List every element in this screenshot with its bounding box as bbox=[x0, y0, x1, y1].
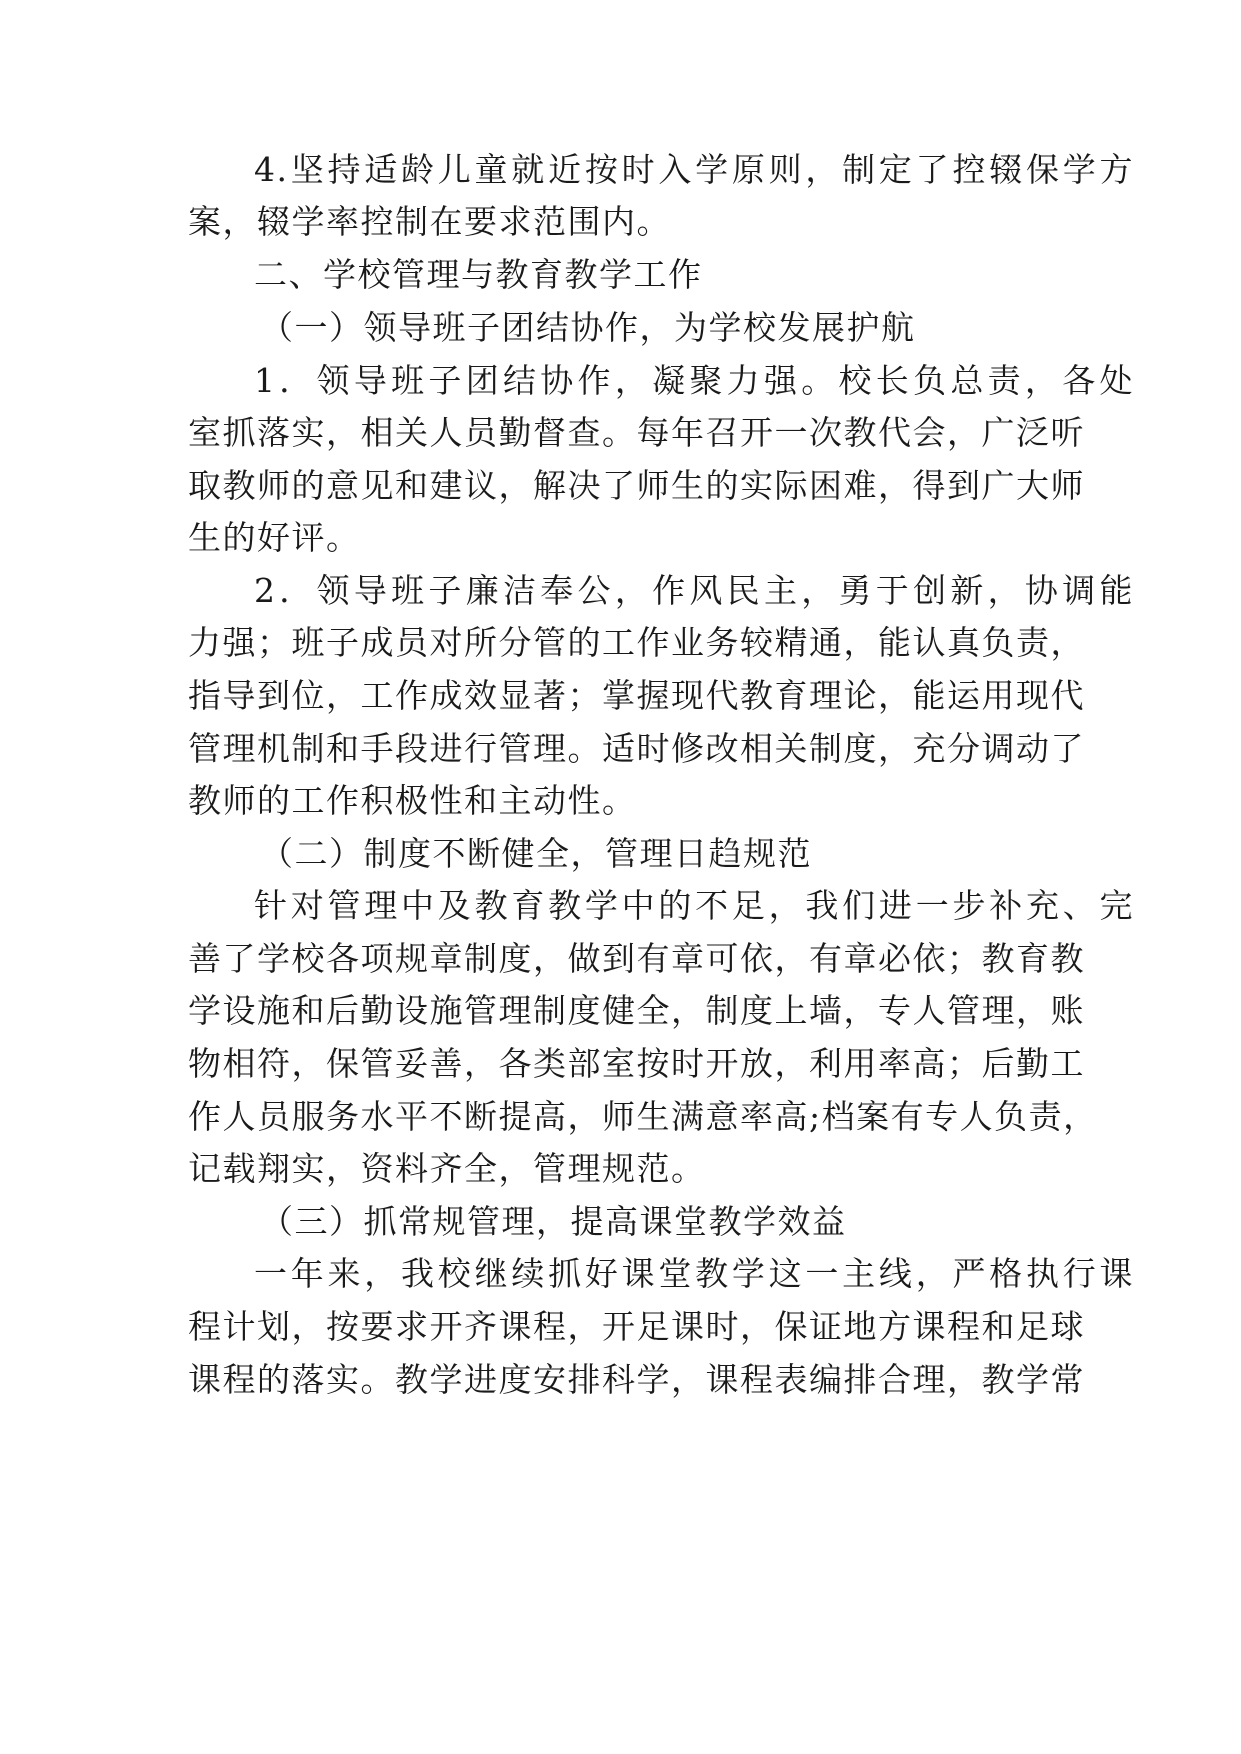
subsection-heading: （一）领导班子团结协作，为学校发展护航 bbox=[260, 308, 916, 347]
paragraph-line: 教师的工作积极性和主动性。 bbox=[188, 781, 637, 820]
paragraph-line: 4.坚持适龄儿童就近按时入学原则，制定了控辍保学方 bbox=[254, 150, 1134, 189]
paragraph-line: 课程的落实。教学进度安排科学，课程表编排合理，教学常 bbox=[188, 1360, 1085, 1399]
paragraph-line: 程计划，按要求开齐课程，开足课时，保证地方课程和足球 bbox=[188, 1307, 1085, 1346]
paragraph-line: 生的好评。 bbox=[188, 518, 361, 557]
paragraph-line: 案，辍学率控制在要求范围内。 bbox=[188, 202, 671, 241]
paragraph-line: 记载翔实，资料齐全，管理规范。 bbox=[188, 1149, 706, 1188]
paragraph-line: 针对管理中及教育教学中的不足，我们进一步补充、完 bbox=[254, 886, 1134, 925]
paragraph-line: 善了学校各项规章制度，做到有章可依，有章必依；教育教 bbox=[188, 939, 1085, 978]
paragraph-line: 作人员服务水平不断提高，师生满意率高;档案有专人负责， bbox=[188, 1097, 1098, 1136]
paragraph-line: 学设施和后勤设施管理制度健全，制度上墙，专人管理，账 bbox=[188, 991, 1085, 1030]
paragraph-line: 物相符，保管妥善，各类部室按时开放，利用率高；后勤工 bbox=[188, 1044, 1085, 1083]
subsection-heading: （三）抓常规管理，提高课堂教学效益 bbox=[260, 1202, 847, 1241]
paragraph-line: 一年来，我校继续抓好课堂教学这一主线，严格执行课 bbox=[254, 1254, 1134, 1293]
paragraph-line: 力强；班子成员对所分管的工作业务较精通，能认真负责， bbox=[188, 623, 1085, 662]
paragraph-line: 指导到位，工作成效显著；掌握现代教育理论，能运用现代 bbox=[188, 676, 1085, 715]
paragraph-line: 2．领导班子廉洁奉公，作风民主，勇于创新，协调能 bbox=[254, 571, 1134, 610]
paragraph-line: 室抓落实，相关人员勤督查。每年召开一次教代会，广泛听 bbox=[188, 413, 1085, 452]
section-heading: 二、学校管理与教育教学工作 bbox=[254, 255, 703, 294]
subsection-heading: （二）制度不断健全，管理日趋规范 bbox=[260, 834, 812, 873]
paragraph-line: 取教师的意见和建议，解决了师生的实际困难，得到广大师 bbox=[188, 466, 1085, 505]
paragraph-line: 管理机制和手段进行管理。适时修改相关制度，充分调动了 bbox=[188, 729, 1085, 768]
paragraph-line: 1．领导班子团结协作，凝聚力强。校长负总责，各处 bbox=[254, 361, 1134, 400]
